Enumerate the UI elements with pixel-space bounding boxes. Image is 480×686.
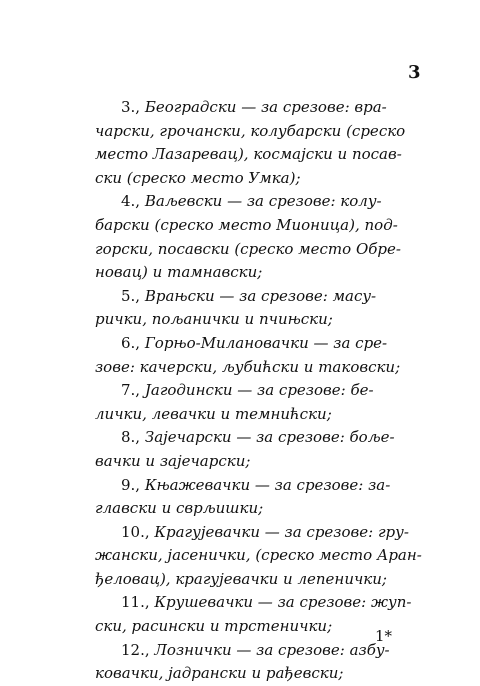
line-text: Горњо-Милановачки — за сре- — [144, 333, 388, 352]
line-text: жански, јасенички, (среско место Аран- — [95, 546, 422, 565]
line-text: чарски, грочански, колубарски (среско — [95, 121, 406, 140]
line-text: Јагодински — за срезове: бе- — [144, 381, 374, 400]
item-number: 9., — [121, 475, 145, 494]
text-line — [95, 214, 415, 238]
line-text: Ваљевски — за срезове: колу- — [144, 192, 382, 211]
text-line — [95, 308, 415, 332]
line-text: вачки и зајечарски; — [95, 451, 251, 470]
item-number: 6., — [121, 333, 145, 352]
item-number: 8., — [121, 428, 145, 447]
page-number: 3 — [408, 62, 421, 83]
text-line — [95, 285, 415, 309]
line-text: Крушевачки — за срезове: жуп- — [154, 593, 412, 612]
line-text: ђеловац), крагујевачки и лепенички; — [95, 569, 387, 588]
line-text: горски, посавски (среско место Обре- — [95, 239, 401, 258]
text-line — [95, 544, 422, 568]
text-line — [95, 568, 415, 592]
text-line — [95, 426, 415, 450]
item-number: 11., — [121, 593, 155, 612]
line-text: место Лазаревац), космајски и посав- — [95, 145, 402, 164]
text-line — [95, 379, 415, 403]
line-text: новац) и тамнавски; — [95, 263, 263, 282]
item-number: 3., — [121, 98, 145, 116]
text-line — [95, 238, 415, 262]
line-text: Врањски — за срезове: масу- — [144, 286, 377, 305]
item-number: 4., — [121, 192, 145, 211]
text-line — [95, 497, 415, 521]
item-number: 7., — [121, 381, 145, 400]
line-text: Зајечарски — за срезове: бољe- — [144, 428, 395, 447]
text-line — [95, 332, 415, 356]
text-line — [95, 615, 415, 639]
line-text: зове: качерски, љубићски и таковски; — [95, 357, 401, 376]
text-line — [95, 143, 415, 167]
text-line — [95, 639, 415, 663]
line-text: барски (среско место Мионица), под- — [95, 215, 398, 234]
text-line — [95, 190, 415, 214]
text-line — [95, 474, 415, 498]
line-text: ковачки, јадрански и рађевски; — [95, 664, 344, 683]
item-number: 10., — [121, 522, 155, 541]
text-line — [95, 96, 415, 120]
line-text: главски и сврљишки; — [95, 499, 264, 518]
text-line — [95, 120, 415, 144]
text-line — [95, 261, 415, 285]
text-line — [95, 662, 415, 686]
text-line — [95, 356, 415, 380]
line-text: Крагујевачки — за срезове: гру- — [154, 522, 409, 541]
signature-mark: 1* — [375, 627, 393, 645]
text-line — [95, 521, 415, 545]
line-text: ски (среско место Умка); — [95, 168, 301, 187]
text-line — [95, 450, 415, 474]
line-text: Београдски — за срезове: вра- — [144, 98, 387, 116]
line-text: рички, пољанички и пчињски; — [95, 310, 333, 329]
line-text: лички, левачки и темнићски; — [95, 404, 332, 423]
text-line — [95, 591, 415, 615]
line-text: Књажевачки — за срезове: за- — [144, 475, 391, 494]
item-number: 5., — [121, 286, 145, 305]
line-text: Лознички — за срезове: азбу- — [154, 640, 390, 659]
text-line — [95, 167, 415, 191]
text-line — [95, 403, 415, 427]
document-body — [95, 96, 422, 686]
line-text: ски, расински и трстенички; — [95, 617, 333, 636]
item-number: 12., — [121, 640, 155, 659]
